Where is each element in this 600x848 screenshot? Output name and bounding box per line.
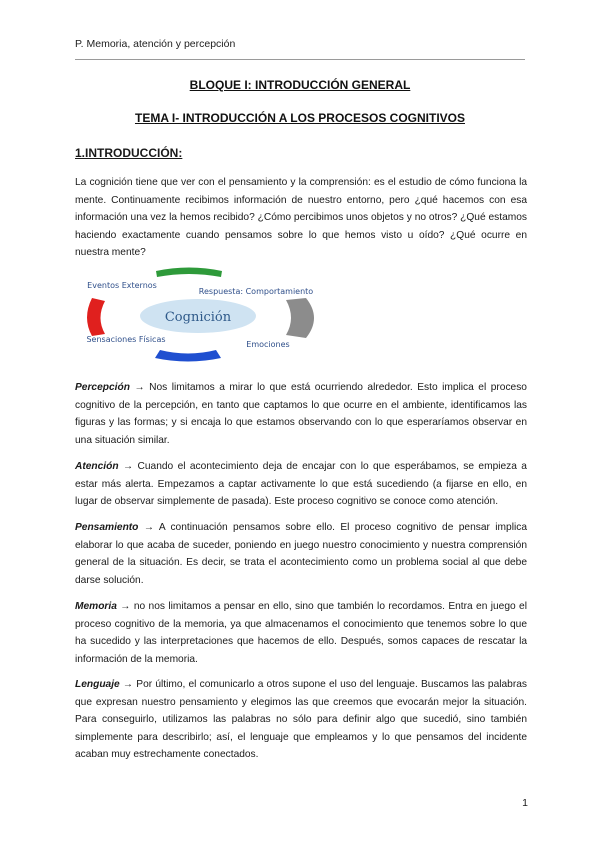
concept-text: A continuación pensamos sobre ello. El proceso cognitivo de pensar implica elaborar lo que acaba de suceder, poniendo en juego nuestro conocimiento y nuestra comprensión general de la situación. Es decir, se trata el acontecimiento como un problema social al que debe darse solución. (75, 522, 527, 586)
arrow-icon: → (122, 679, 134, 690)
concept-text: Por último, el comunicarlo a otros supone el uso del lenguaje. Buscamos las palabras que expresan nuestro pensamiento y elegimos las que creemos que evocarán mejor la situación. Para conseguirlo, utilizamos las palabras no sólo para definir algo que sucedió, sino también simplemente para describirlo; así, el lenguaje que empleamos y lo que pensamos del incidente acaban muy estrechamente conectados. (75, 679, 527, 760)
top-arc (156, 268, 222, 278)
concept-term: Memoria (75, 601, 117, 612)
concept-text: Cuando el acontecimiento deja de encajar con lo que esperábamos, se empieza a estar más alerta. Empezamos a captar activamente lo que está sucediendo (a fijarse en ello, en lugar de observar simplemente de pasada). Este proceso cognitivo se conoce como atención. (75, 461, 527, 507)
running-header: P. Memoria, atención y percepción (75, 38, 236, 50)
left-arc (87, 298, 105, 336)
arrow-icon: → (122, 461, 134, 472)
arrow-icon: → (120, 601, 131, 612)
concept-term: Percepción (75, 382, 130, 393)
topic-title: TEMA I- INTRODUCCIÓN A LOS PROCESOS COGNITIVOS (134, 111, 465, 125)
concept-term: Lenguaje (75, 679, 120, 690)
intro-paragraph: La cognición tiene que ver con el pensamiento y la comprensión: es el estudio de cómo funciona la mente. Continuamente recibimos información de nuestro entorno, pero ¿qué hacemos con esa información una vez la hemos recibido? ¿Cómo percibimos unos objetos y no otros? ¿Qué estamos haciendo exactamente cuando pensamos sobre lo que hemos visto u oído? ¿Qué ocurre en nuestra mente? (75, 177, 527, 258)
concept-text: no nos limitamos a pensar en ello, sino que también lo recordamos. Entra en juego el proceso cognitivo de la memoria, ya que almacenamos el conocimiento que tenemos sobre lo que ha sucedido y las interpretaciones que hacemos de ello. Después, somos capaces de rescatar la información de la memoria. (75, 601, 527, 665)
concept-paragraph-pensamiento (75, 519, 527, 589)
concept-paragraph-atencion (75, 458, 527, 511)
label-emociones: Emociones (246, 340, 290, 349)
concept-paragraph-percepcion (75, 379, 527, 449)
concept-term: Pensamiento (75, 522, 139, 533)
concept-term: Atención (75, 461, 119, 472)
concept-paragraph-lenguaje (75, 676, 527, 764)
bottom-arc (155, 350, 221, 362)
block-title: BLOQUE I: INTRODUCCIÓN GENERAL (189, 78, 411, 92)
right-arc (286, 298, 314, 338)
section-heading: 1.INTRODUCCIÓN: (75, 146, 183, 160)
label-eventos: Eventos Externos (87, 281, 157, 290)
page-number: 1 (522, 797, 528, 809)
arrow-icon: → (134, 382, 145, 393)
cognition-cycle-diagram (80, 262, 326, 368)
concept-text: Nos limitamos a mirar lo que está ocurriendo alrededor. Esto implica el proceso cognitivo de la percepción, en tanto que captamos lo que ocurre en el ambiente, identificamos las figuras y las formas; y si encaja lo que estamos observando con lo que esperaríamos observar en una situación similar. (75, 382, 527, 446)
concept-paragraph-memoria (75, 598, 527, 668)
label-sensaciones: Sensaciones Físicas (86, 335, 166, 344)
arrow-icon: → (143, 522, 154, 533)
header-divider (75, 59, 525, 60)
label-respuesta: Respuesta: Comportamiento (198, 287, 314, 296)
center-label: Cognición (164, 310, 232, 325)
